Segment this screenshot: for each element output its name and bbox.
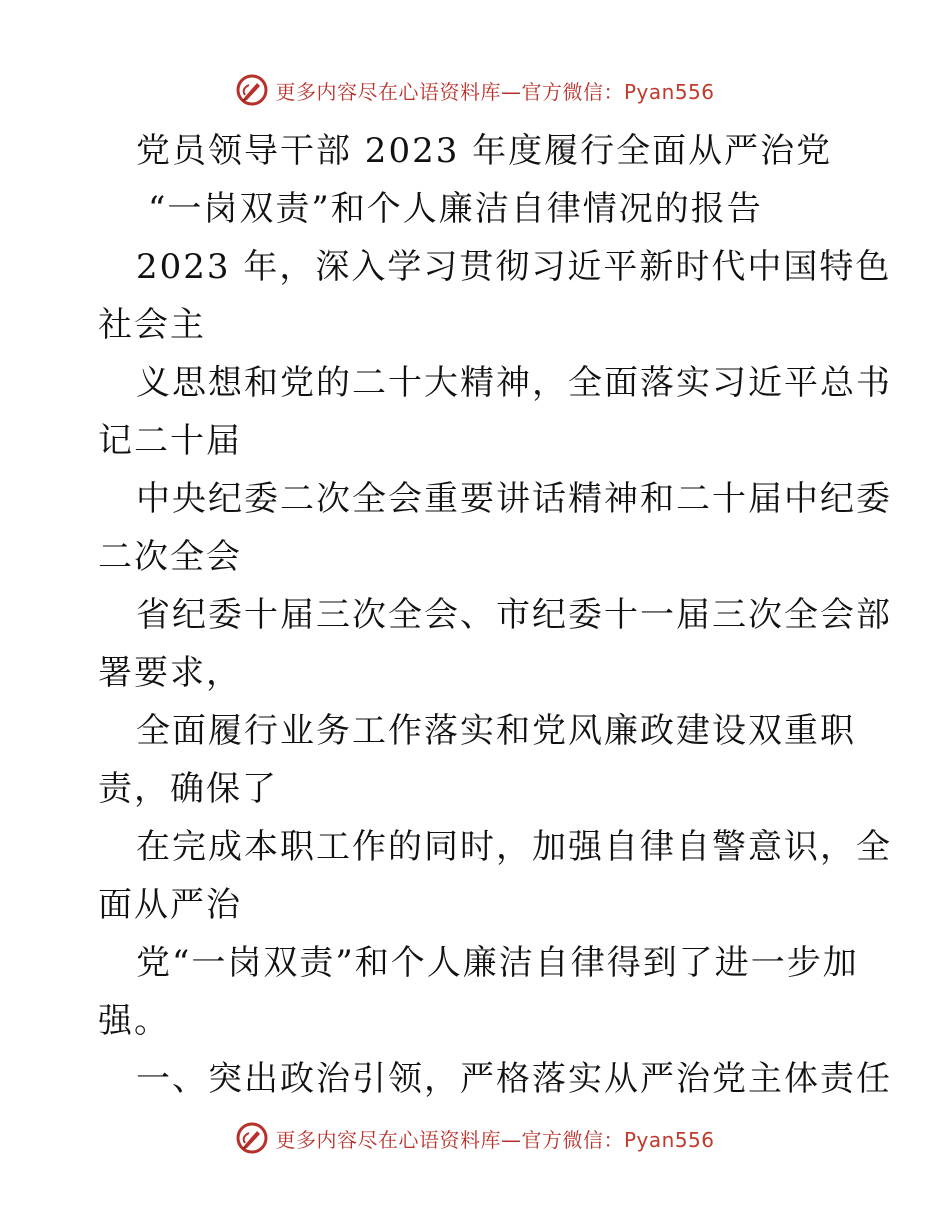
doc-title-line-1: 党员领导干部 2023 年度履行全面从严治党: [136, 131, 833, 171]
paragraph-line: 记二十届: [98, 421, 242, 461]
wechat-handle: Pyan556: [623, 79, 715, 104]
paragraph-line: 二次全会: [98, 537, 242, 577]
document-body: [98, 122, 892, 1108]
paragraph-line: 全面履行业务工作落实和党风廉政建设双重职: [136, 711, 856, 751]
paragraph-line: 社会主: [98, 305, 206, 345]
pen-logo-icon: [235, 1121, 269, 1155]
header-watermark: [0, 70, 950, 110]
paragraph-line: 署要求，: [98, 653, 242, 693]
paragraph-line: 2023 年，深入学习贯彻习近平新时代中国特色: [136, 247, 892, 287]
paragraph-line: 中央纪委二次全会重要讲话精神和二十届中纪委: [136, 479, 892, 519]
watermark-text: 更多内容尽在心语资料库—官方微信：Pyan556: [275, 1127, 715, 1152]
paragraph-line: 在完成本职工作的同时，加强自律自警意识，全: [136, 827, 892, 867]
paragraph-line: 责，确保了: [98, 769, 278, 809]
paragraph-line: 强。: [98, 1001, 170, 1041]
footer-watermark: [0, 1118, 950, 1158]
wechat-handle: Pyan556: [623, 1127, 715, 1152]
watermark-text: 更多内容尽在心语资料库—官方微信：Pyan556: [275, 79, 715, 104]
section-heading: 一、突出政治引领，严格落实从严治党主体责任: [136, 1059, 892, 1099]
pen-logo-icon: [235, 73, 269, 107]
paragraph-line: 义思想和党的二十大精神，全面落实习近平总书: [136, 363, 892, 403]
paragraph-line: 党“一岗双责”和个人廉洁自律得到了进一步加: [136, 943, 859, 983]
doc-title-line-2: “一岗双责”和个人廉洁自律情况的报告: [148, 189, 763, 229]
paragraph-line: 省纪委十届三次全会、市纪委十一届三次全会部: [136, 595, 892, 635]
paragraph-line: 面从严治: [98, 885, 242, 925]
